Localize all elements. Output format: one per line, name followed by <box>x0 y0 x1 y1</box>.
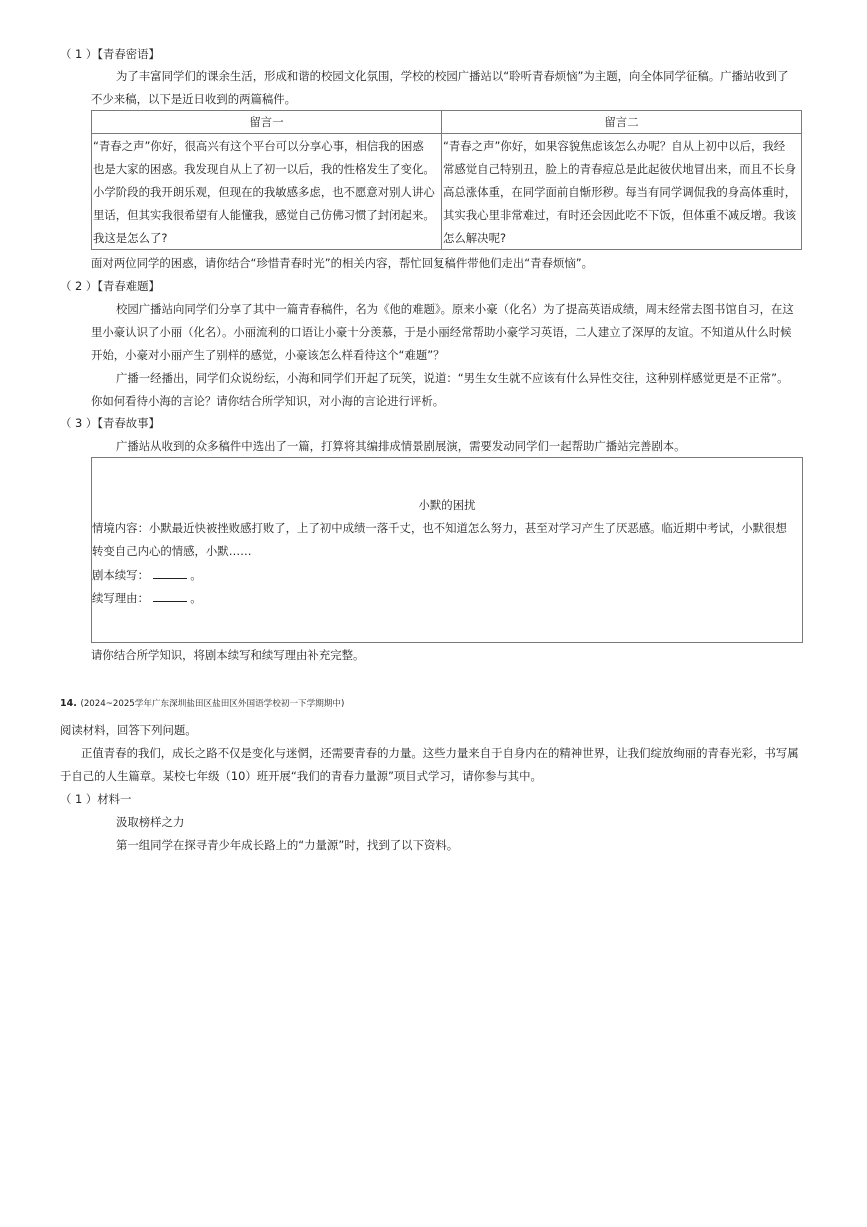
q14-sub1-label: （ 1 ）材料一 <box>60 792 132 806</box>
q14-instruction: 阅读材料，回答下列问题。 <box>60 723 197 737</box>
table-cell-line: 也是大家的困惑。我发现自从上了初一以后，我的性格发生了变化。 <box>93 162 435 176</box>
table-header-divider <box>92 133 801 134</box>
q14-header <box>60 694 344 712</box>
q2-paragraph-line: 你如何看待小海的言论？请你结合所学知识，对小海的言论进行评析。 <box>91 394 445 408</box>
script-reason-label: 续写理由： <box>92 591 149 605</box>
q1-task: 面对两位同学的困惑，请你结合“珍惜青春时光”的相关内容，帮忙回复稿件带他们走出“青春烦恼”。 <box>91 256 594 270</box>
table-cell-line: “青春之声”你好，很高兴有这个平台可以分享心事，相信我的困惑 <box>93 139 424 153</box>
q1-intro-line1: 为了丰富同学们的课余生活，形成和谐的校园文化氛围，学校的校园广播站以“聆听青春烦恼”为主题，向全体同学征稿。广播站收到了 <box>116 69 789 83</box>
table-cell-line: 小学阶段的我开朗乐观，但现在的我敏感多虑，也不愿意对别人讲心 <box>93 185 435 199</box>
table-cell-line: 里话，但其实我很希望有人能懂我，感觉自己仿佛习惯了封闭起来。 <box>93 208 435 222</box>
script-context-line2: 转变自己内心的情感，小默…… <box>92 544 252 558</box>
script-reason-period: 。 <box>190 591 202 605</box>
script-continue-row <box>92 567 202 583</box>
q2-paragraph-line: 开始，小豪对小丽产生了别样的感觉，小豪该怎么样看待这个“难题”？ <box>91 348 445 362</box>
table-cell-line: 常感觉自己特别丑，脸上的青春痘总是此起彼伏地冒出来，而且不长身 <box>443 162 797 176</box>
q2-label: （ 2 ）【青春难题】 <box>60 279 160 293</box>
q3-label: （ 3 ）【青春故事】 <box>60 416 160 430</box>
script-continue-label: 剧本续写： <box>92 568 149 582</box>
script-continue-period: 。 <box>190 568 202 582</box>
q14-number: 14. <box>60 698 77 709</box>
message-table <box>91 110 802 250</box>
q3-task: 请你结合所学知识，将剧本续写和续写理由补充完整。 <box>91 648 365 662</box>
table-cell-line: 其实我心里非常难过，有时还会因此吃不下饭，但体重不减反增。我该 <box>443 208 797 222</box>
q2-paragraph-line: 校园广播站向同学们分享了其中一篇青春稿件，名为《他的难题》。原来小豪（化名）为了提高英语成绩，周末经常去图书馆自习，在这 <box>116 302 794 316</box>
script-box <box>91 457 803 643</box>
table-cell-line: 我这是怎么了? <box>93 231 168 245</box>
script-reason-blank[interactable] <box>153 590 187 602</box>
q1-intro-line2: 不少来稿，以下是近日收到的两篇稿件。 <box>91 92 297 106</box>
q14-paragraph-line: 于自己的人生篇章。某校七年级（10）班开展“我们的青春力量源”项目式学习，请你参与其中。 <box>60 769 542 783</box>
q2-paragraph-line: 里小豪认识了小丽（化名）。小丽流利的口语让小豪十分羡慕，于是小丽经常帮助小豪学习英语，二人建立了深厚的友谊。不知道从什么时候 <box>91 325 792 339</box>
q14-paragraph-line: 正值青春的我们，成长之路不仅是变化与迷惘，还需要青春的力量。这些力量来自于自身内在的精神世界，让我们绽放绚丽的青春光彩，书写属 <box>81 746 799 760</box>
table-column-divider <box>441 111 442 249</box>
q3-intro: 广播站从收到的众多稿件中选出了一篇，打算将其编排成情景剧展演，需要发动同学们一起帮助广播站完善剧本。 <box>116 439 686 453</box>
table-cell-line: 高总涨体重，在同学面前自惭形秽。每当有同学调侃我的身高体重时， <box>443 185 797 199</box>
script-title: 小默的困扰 <box>418 498 476 512</box>
q14-sub1-title: 汲取榜样之力 <box>116 815 185 829</box>
q1-label: （ 1 ）【青春密语】 <box>60 47 160 61</box>
table-header-message-1: 留言一 <box>249 115 284 129</box>
script-continue-blank[interactable] <box>153 567 187 579</box>
table-header-message-2: 留言二 <box>604 115 639 129</box>
table-cell-line: 怎么解决呢? <box>443 231 506 245</box>
script-reason-row <box>92 590 202 606</box>
q14-sub1-text: 第一组同学在探寻青少年成长路上的“力量源”时，找到了以下资料。 <box>116 838 459 852</box>
table-cell-line: “青春之声”你好，如果容貌焦虑该怎么办呢？自从上初中以后，我经 <box>443 139 786 153</box>
q14-source: (2024~2025学年广东深圳盐田区盐田区外国语学校初一下学期期中) <box>80 699 345 709</box>
q2-paragraph-line: 广播一经播出，同学们众说纷纭，小海和同学们开起了玩笑，说道：“男生女生就不应该有什么异性交往，这种别样感觉更是不正常”。 <box>116 371 789 385</box>
script-context-line1: 情境内容：小默最近快被挫败感打败了，上了初中成绩一落千丈，也不知道怎么努力，甚至对学习产生了厌恶感。临近期中考试，小默很想 <box>92 521 787 535</box>
